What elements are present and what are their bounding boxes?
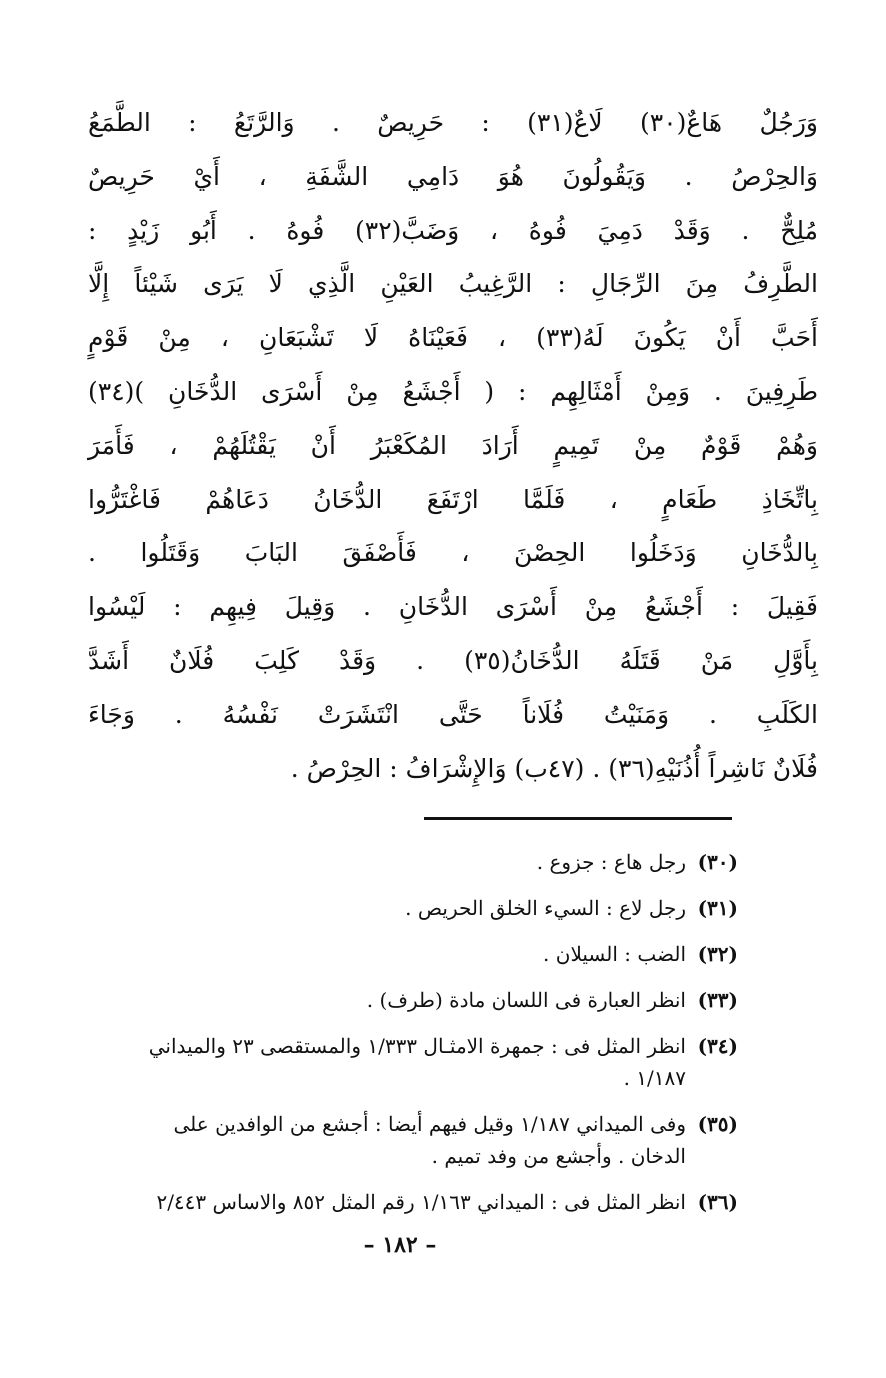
footnote-text: انظر المثل فى : الميداني ١/١٦٣ رقم المثل ٨٥٢ والاساس ٢/٤٤٣ <box>156 1190 686 1214</box>
footnotes-block <box>88 846 738 1232</box>
footnote <box>88 984 738 1016</box>
text-line: أَحَبَّ أَنْ يَكُونَ لَهُ(٣٣) ، فَعَيْنَاهُ لَا تَشْبَعَانِ ، مِنْ قَوْمٍ <box>88 323 818 353</box>
footnote-text: الضب : السيلان . <box>543 942 686 966</box>
text-line: وَرَجُلٌ هَاعٌ(٣٠) لَاعٌ(٣١) : حَرِيصٌ . وَالرَّتَعُ : الطَّمَعُ <box>88 108 818 137</box>
footnote-number: (٣٦) <box>697 1190 738 1214</box>
footnote-number: (٣٢) <box>697 942 738 966</box>
text-line: وَالحِرْصُ . وَيَقُولُونَ هُوَ دَامِي الشَّفَةِ ، أَيْ حَرِيصٌ <box>88 161 818 191</box>
footnote <box>88 846 738 878</box>
footnote-continuation: الدخان . وأجشع من وفد تميم . <box>431 1144 686 1168</box>
footnote-number: (٣٥) <box>697 1112 738 1136</box>
footnote-separator <box>424 817 732 820</box>
footnote <box>88 892 738 924</box>
page-number: – ١٨٢ – <box>363 1232 437 1258</box>
footnote <box>88 1108 738 1172</box>
text-line: الكَلَبِ . وَمَنَيْتُ فُلَاناً حَتَّى انْتَشَرَتْ نَفْسُهُ . وَجَاءَ <box>88 699 818 729</box>
footnote-number: (٣١) <box>697 896 738 920</box>
footnote-number: (٣٤) <box>697 1034 738 1058</box>
footnote-text: انظر العبارة فى اللسان مادة (طرف) . <box>366 988 686 1012</box>
footnote-number: (٣٣) <box>697 988 738 1012</box>
text-line: فَقِيلَ : أَجْشَعُ مِنْ أَسْرَى الدُّخَانِ . وَقِيلَ فِيهِم : لَيْسُوا <box>88 592 818 622</box>
text-line: طَرِفِينَ . وَمِنْ أَمْثَالِهِم : ( أَجْشَعُ مِنْ أَسْرَى الدُّخَانِ )(٣٤) <box>88 376 818 406</box>
text-line: وَهُمْ قَوْمٌ مِنْ تَمِيمٍ أَرَادَ المُكَعْبَرُ أَنْ يَقْتُلَهُمْ ، فَأَمَرَ <box>88 430 818 460</box>
footnote <box>88 938 738 970</box>
footnote-text: رجل هاع : جزوع . <box>536 850 686 874</box>
text-line: بِالدُّخَانِ وَدَخَلُوا الحِصْنَ ، فَأَصْفَقَ البَابَ وَقَتَلُوا . <box>88 538 818 568</box>
footnote <box>88 1030 738 1094</box>
footnote-continuation: ١/١٨٧ . <box>623 1066 686 1090</box>
text-line: فُلَانٌ نَاشِراً أُذُنَيْهِ(٣٦) . (٤٧ب) وَالإِشْرَافُ : الحِرْصُ . <box>290 753 818 783</box>
footnote-number: (٣٠) <box>697 850 738 874</box>
footnote-text: انظر المثل فى : جمهرة الامثـال ١/٣٣٣ والمستقصى ٢٣ والميداني <box>148 1034 686 1058</box>
footnote-text: رجل لاع : السيء الخلق الحريص . <box>405 896 686 920</box>
main-text-block <box>88 96 818 795</box>
footnote <box>88 1186 738 1218</box>
text-line: مُلِحٌّ . وَقَدْ دَمِيَ فُوهُ ، وَضَبَّ(٣٢) فُوهُ . أَبُو زَيْدٍ : <box>88 215 818 245</box>
footnote-text: وفى الميداني ١/١٨٧ وقيل فيهم أيضا : أجشع من الوافدين على <box>173 1112 686 1136</box>
text-line: بِاتِّخَاذِ طَعَامٍ ، فَلَمَّا ارْتَفَعَ الدُّخَانُ دَعَاهُمْ فَاغْتَرُّوا <box>88 484 819 514</box>
text-line: الطَّرِفُ مِنَ الرِّجَالِ : الرَّغِيبُ العَيْنِ الَّذِي لَا يَرَى شَيْئاً إِلَّا <box>88 269 818 299</box>
text-line: بِأَوَّلِ مَنْ قَتَلَهُ الدُّخَانُ(٣٥) . وَقَدْ كَلِبَ فُلَانٌ أَشَدَّ <box>88 645 818 675</box>
